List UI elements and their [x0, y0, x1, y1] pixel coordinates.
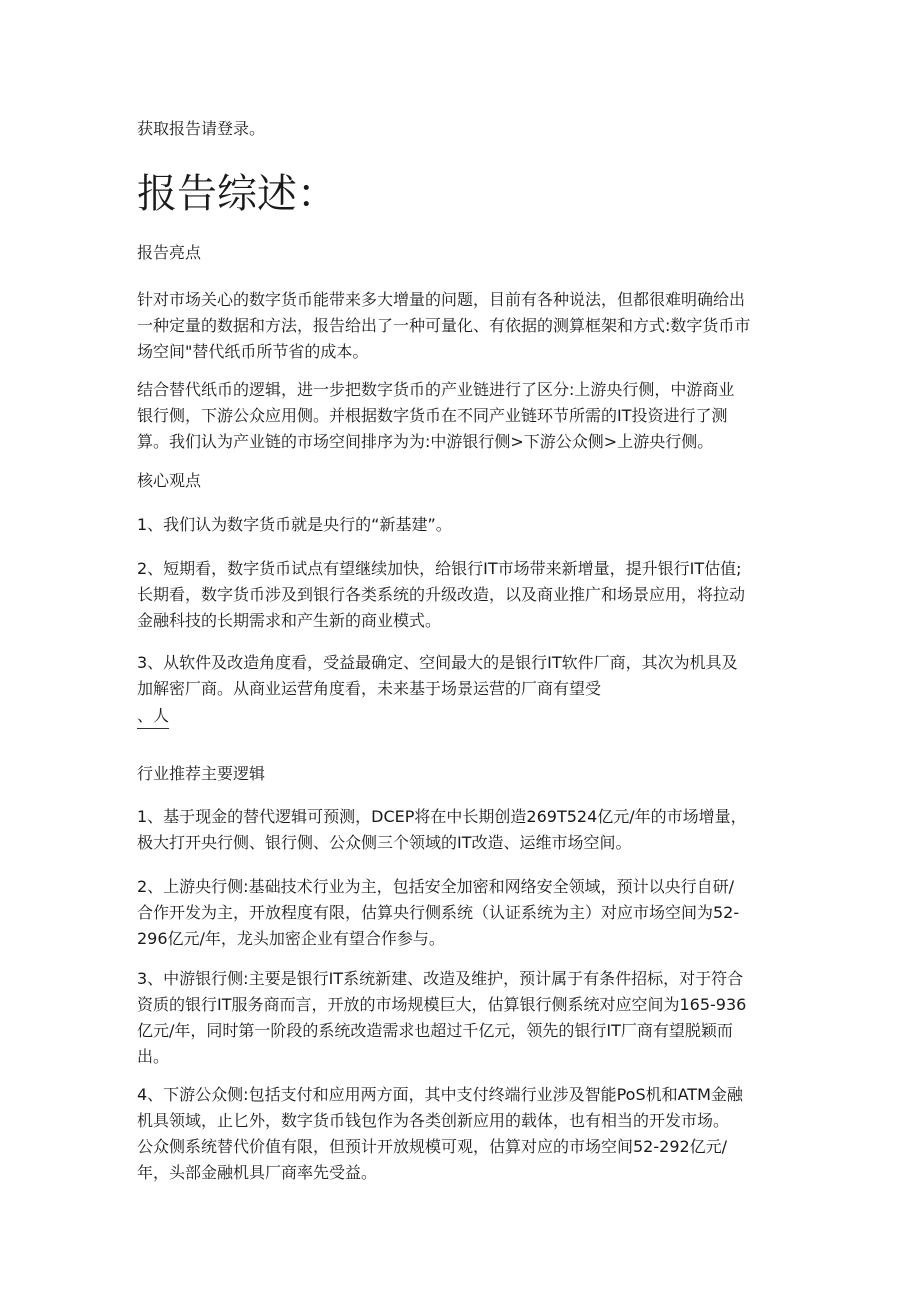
text-line: 出。 [137, 1047, 170, 1066]
text-line: 合作开发为主，开放程度有限，估算央行侧系统（认证系统为主）对应市场空间为52- [137, 903, 740, 922]
text-line: 结合替代纸币的逻辑，进一步把数字货币的产业链进行了区分:上游央行侧，中游商业 [137, 380, 735, 399]
text-line: 296亿元/年，龙头加密企业有望合作参与。 [137, 929, 445, 948]
text-line: 金融科技的长期需求和产生新的商业模式。 [137, 611, 442, 630]
text-line: 公众侧系统替代价值有限，但预计开放规模可观，估算对应的市场空间52-292亿元/ [137, 1137, 728, 1156]
login-prompt: 获取报告请登录。 [137, 119, 266, 138]
text-line: 1、我们认为数字货币就是央行的“新基建”。 [137, 515, 452, 534]
section-heading-logic: 行业推荐主要逻辑 [137, 764, 266, 783]
stray-text: 、人 [137, 704, 169, 729]
page-title: 报告综述： [137, 171, 337, 217]
logic-point-3 [137, 966, 787, 1070]
text-line: 银行侧，下游公众应用侧。并根据数字货币在不同产业链环节所需的IT投资进行了测 [137, 406, 728, 425]
highlights-paragraph-1 [137, 287, 787, 365]
text-line: 2、上游央行侧:基础技术行业为主，包括安全加密和网络安全领域，预计以央行自研/ [137, 877, 734, 896]
logic-point-1 [137, 804, 787, 856]
text-line: 2、短期看，数字货币试点有望继续加快，给银行IT市场带来新增量，提升银行IT估值; [137, 559, 742, 578]
text-line: 一种定量的数据和方法，报告给出了一种可量化、有依据的测算框架和方式:数字货币市 [137, 316, 751, 335]
section-heading-core-views: 核心观点 [137, 471, 202, 490]
core-view-3 [137, 650, 787, 702]
core-view-2 [137, 556, 787, 634]
section-heading-highlights: 报告亮点 [137, 243, 202, 262]
highlights-paragraph-2 [137, 377, 787, 455]
text-line: 3、中游银行侧:主要是银行IT系统新建、改造及维护，预计属于有条件招标，对于符合 [137, 969, 744, 988]
logic-point-4 [137, 1082, 787, 1186]
text-line: 年，头部金融机具厂商率先受益。 [137, 1163, 378, 1182]
logic-point-2 [137, 874, 787, 952]
text-line: 加解密厂商。从商业运营角度看，未来基于场景运营的厂商有望受 [137, 679, 602, 698]
text-line: 4、下游公众侧:包括支付和应用两方面，其中支付终端行业涉及智能PoS机和ATM金融 [137, 1085, 743, 1104]
core-view-1 [137, 512, 787, 538]
text-line: 算。我们认为产业链的市场空间排序为为:中游银行侧>下游公众侧>上游央行侧。 [137, 432, 714, 451]
text-line: 场空间"替代纸币所节省的成本。 [137, 342, 369, 361]
text-line: 1、基于现金的替代逻辑可预测，DCEP将在中长期创造269T524亿元/年的市场增量， [137, 807, 747, 826]
text-line: 极大打开央行侧、银行侧、公众侧三个领域的IT改造、运维市场空间。 [137, 833, 632, 852]
text-line: 亿元/年，同时第一阶段的系统改造需求也超过千亿元，领先的银行IT厂商有望脱颖而 [137, 1021, 733, 1040]
text-line: 资质的银行IT服务商而言，开放的市场规模巨大，估算银行侧系统对应空间为165-936 [137, 995, 747, 1014]
text-line: 针对市场关心的数字货币能带来多大增量的问题，目前有各种说法，但都很难明确给出 [137, 290, 746, 309]
text-line: 机具领域，止匕外，数字货币钱包作为各类创新应用的载体，也有相当的开发市场。 [137, 1111, 730, 1130]
text-line: 长期看，数字货币涉及到银行各类系统的升级改造，以及商业推广和场景应用，将拉动 [137, 585, 746, 604]
text-line: 3、从软件及改造角度看，受益最确定、空间最大的是银行IT软件厂商，其次为机具及 [137, 653, 738, 672]
